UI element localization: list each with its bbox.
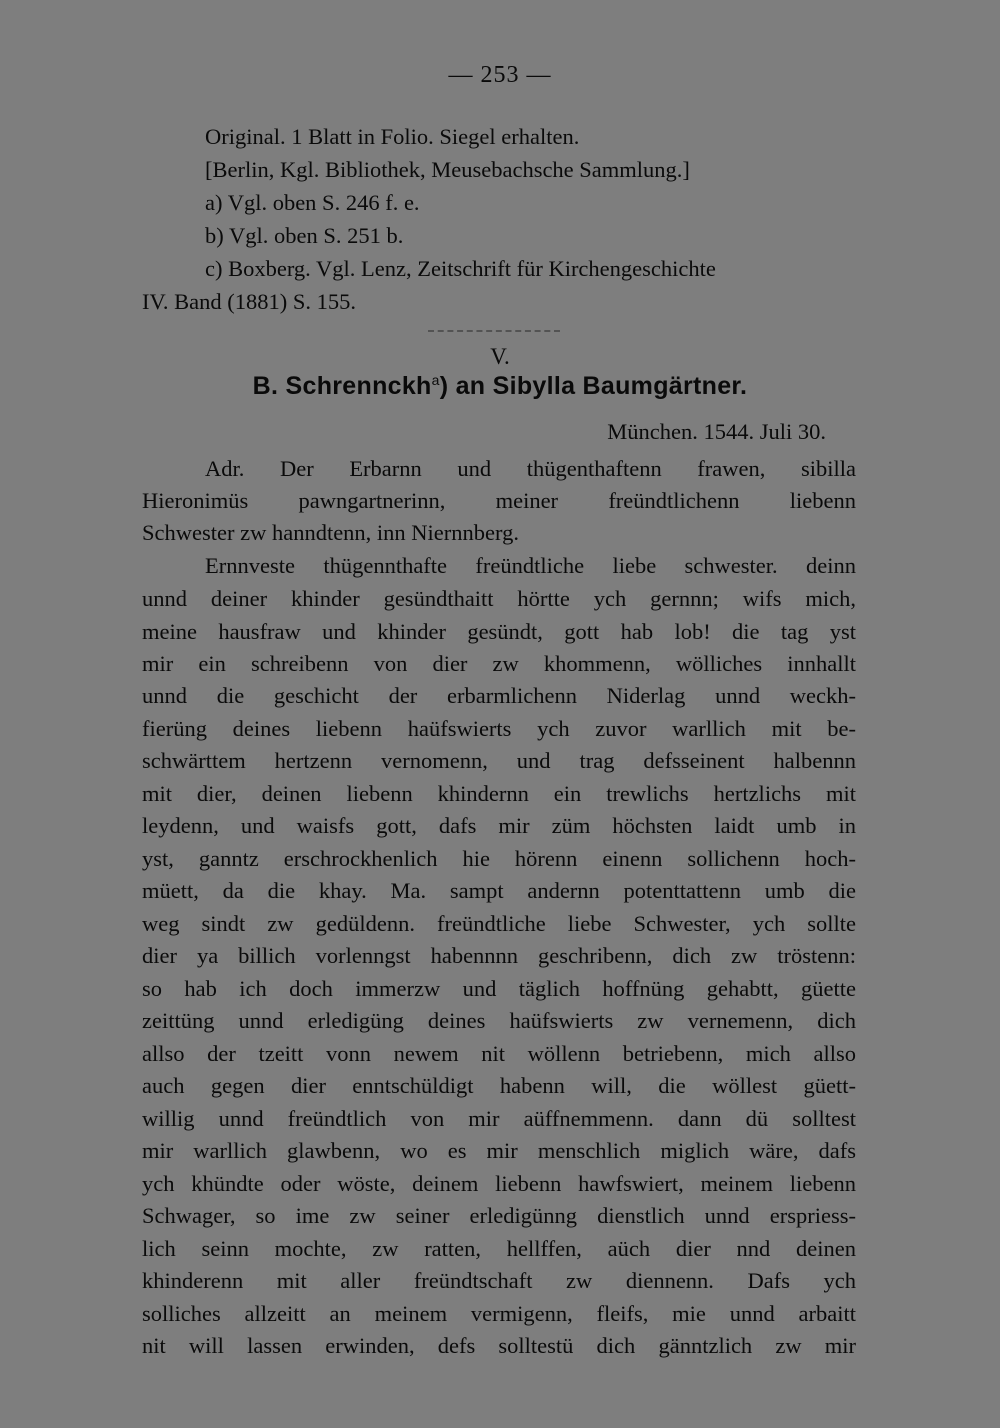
note-line: [Berlin, Kgl. Bibliothek, Meusebachsche Sammlung.]: [205, 157, 690, 182]
page-number: — 253 —: [448, 62, 552, 88]
note-line: c) Boxberg. Vgl. Lenz, Zeitschrift für Kirchengeschichte: [205, 256, 716, 281]
body-line: solliches allzeitt an meinem vermigenn, fleifs, mie unnd arbaitt: [142, 1301, 856, 1326]
address-line: Hieronimüs pawngartnerinn, meiner freündtlichenn liebenn: [142, 488, 856, 513]
body-line: allso der tzeitt vonn newem nit wöllenn betriebenn, mich allso: [142, 1041, 856, 1066]
body-line: schwärttem hertzenn vernomenn, und trag defsseinent halbennn: [142, 748, 856, 773]
dateline: München. 1544. Juli 30.: [607, 419, 826, 444]
note-line: IV. Band (1881) S. 155.: [142, 289, 356, 314]
body-line: leydenn, und waisfs gott, dafs mir züm höchsten laidt umb in: [142, 813, 856, 838]
body-line: Ernnveste thügennthafte freündtliche liebe schwester. deinn: [205, 553, 856, 578]
body-line: mir ein schreibenn von dier zw khommenn, wölliches innhallt: [142, 651, 856, 676]
body-line: unnd die geschicht der erbarmlichenn Niderlag unnd weckh-: [142, 683, 856, 708]
body-line: müett, da die khay. Ma. sampt andernn potenttattenn umb die: [142, 878, 856, 903]
body-line: ych khündte oder wöste, deinem liebenn hawfswiert, meinem liebenn: [142, 1171, 856, 1196]
body-line: fierüng deines liebenn haüfswierts ych zuvor warllich mit be-: [142, 716, 856, 741]
footnote-marker: a: [431, 372, 440, 388]
body-line: nit will lassen erwinden, defs solltestü dich gänntzlich zw mir: [142, 1333, 856, 1358]
note-line: b) Vgl. oben S. 251 b.: [205, 223, 404, 248]
section-title: B. Schrennckh$^a$) an Sibylla Baumgärtner.: [252, 372, 748, 400]
address-line: Adr. Der Erbarnn und thügenthaftenn frawen, sibilla: [205, 456, 856, 481]
body-line: unnd deiner khinder gesündthaitt hörtte ych gernnn; wifs mich,: [142, 586, 856, 611]
note-line: a) Vgl. oben S. 246 f. e.: [205, 190, 420, 215]
body-line: yst, ganntz erschrockhenlich hie hörenn einenn sollichenn hoch-: [142, 846, 856, 871]
body-line: Schwager, so ime zw seiner erledigünng dienstlich unnd erspriess-: [142, 1203, 856, 1228]
body-line: meine hausfraw und khinder gesündt, gott hab lob! die tag yst: [142, 619, 856, 644]
body-line: mir warllich glawbenn, wo es mir menschlich miglich wäre, dafs: [142, 1138, 856, 1163]
section-divider: [428, 330, 560, 332]
body-line: willig unnd freündtlich von mir aüffnemmenn. dann dü solltest: [142, 1106, 856, 1131]
address-line: Schwester zw hanndtenn, inn Niernnberg.: [142, 520, 519, 545]
body-line: weg sindt zw gedüldenn. freündtliche liebe Schwester, ych sollte: [142, 911, 856, 936]
body-line: mit dier, deinen liebenn khindernn ein trewlichs hertzlichs mit: [142, 781, 856, 806]
body-line: zeittüng unnd erledigüng deines haüfswierts zw vernemenn, dich: [142, 1008, 856, 1033]
body-line: khinderenn mit aller freündtschaft zw diennenn. Dafs ych: [142, 1268, 856, 1293]
body-line: lich seinn mochte, zw ratten, hellffen, aüch dier nnd deinen: [142, 1236, 856, 1261]
body-line: so hab ich doch immerzw und täglich hoffnüng gehabtt, güette: [142, 976, 856, 1001]
body-line: dier ya billich vorlenngst habennnn geschribenn, dich zw tröstenn:: [142, 943, 856, 968]
note-line: Original. 1 Blatt in Folio. Siegel erhalten.: [205, 124, 580, 149]
body-line: auch gegen dier enntschüldigt habenn will, die wöllest güett-: [142, 1073, 856, 1098]
section-number: V.: [490, 344, 510, 369]
